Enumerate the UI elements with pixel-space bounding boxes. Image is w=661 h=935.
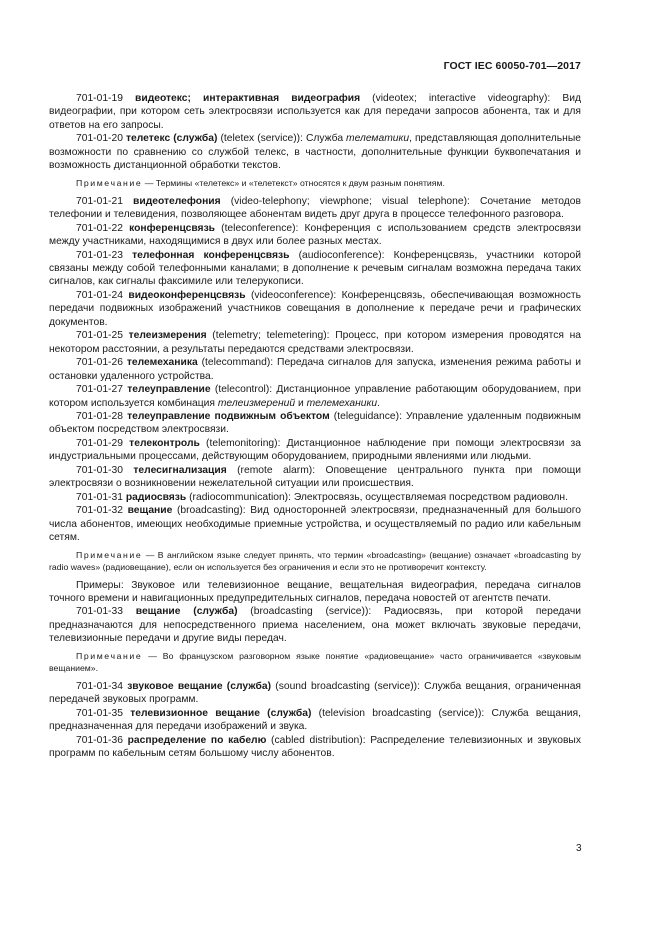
entry-number: 701-01-30 [76, 464, 123, 476]
entry-term: видеотекс; интерактивная видеография [135, 93, 361, 104]
entry-definition: . [377, 397, 380, 409]
entry-definition: (sound broadcasting (service)): Служба вещания, ограниченная передачей звуковых программ. [49, 680, 581, 706]
entry-701-01-23 [49, 249, 581, 289]
entry-701-01-28 [49, 410, 581, 437]
entry-term: телефонная конференцсвязь [132, 249, 290, 261]
entry-definition: (television broadcasting (service)): Служба вещания, предназначенная для передачи изображений и звука. [49, 707, 581, 733]
entry-definition: (remote alarm): Оповещение центрального пункта при помощи электросвязи о возникновении нежелательной ситуации или происшествия. [49, 464, 581, 490]
entry-definition: (telecontrol): Дистанционное управление работающим оборудованием, при котором используется комбинация [49, 384, 581, 409]
entry-701-01-30 [49, 464, 581, 491]
entry-term: телесигнализация [133, 464, 227, 476]
entry-701-01-27 [49, 383, 581, 410]
entry-number: 701-01-22 [76, 222, 123, 234]
entry-number: 701-01-32 [76, 505, 123, 517]
entry-term: вещание [127, 505, 173, 517]
entry-term: радиосвязь [125, 491, 187, 503]
entry-definition: (teleconference): Конференция с использованием средств электросвязи между участниками, находящимися в двух или более разных местах. [49, 222, 581, 248]
entry-term: телеизмерения [128, 330, 207, 342]
standard-designation: ГОСТ IEC 60050-701—2017 [443, 60, 581, 72]
entry-term: телетекс (служба) [125, 133, 218, 145]
entry-italic-term: телеизмерений [217, 397, 296, 409]
entry-number: 701-01-21 [76, 195, 123, 207]
entry-term: распределение по кабелю [127, 734, 267, 746]
note-text: — Во французском разговорном языке понятие «радиовещание» часто ограничивается «звуковым вещанием». [49, 650, 581, 673]
entry-701-01-19 [49, 92, 581, 132]
note-2 [49, 549, 581, 573]
entry-definition: (videotex; interactive videography): Вид видеографии, при котором сеть электросвязи используется как для передачи запросов абонента, так и для ответов на его запросы. [49, 93, 581, 131]
entry-number: 701-01-35 [76, 707, 123, 719]
entry-term: телеуправление [127, 384, 211, 396]
entry-701-01-21 [49, 195, 581, 222]
entry-definition: (telemetry; telemetering): Процесс, при котором измерения проводятся на некотором расстоянии, а результаты передаются средствами электросвязи. [49, 330, 581, 355]
entry-definition: , представляющая дополнительные возможности по сравнению со службой телекс, в частности, дополнительные функции буквопечатания и возможность дистанционной обработки текстов. [49, 133, 581, 172]
entry-number: 701-01-20 [76, 133, 123, 145]
entry-701-01-22 [49, 222, 581, 249]
entry-definition: (radiocommunication): Электросвязь, осуществляемая посредством радиоволн. [186, 491, 568, 503]
entry-number: 701-01-31 [76, 491, 123, 503]
note-label: Примечание [76, 549, 143, 560]
entry-701-01-35 [49, 707, 581, 734]
entry-term: телевизионное вещание (служба) [130, 707, 312, 719]
entry-701-01-31 [49, 491, 581, 504]
note-3 [49, 650, 581, 674]
entry-definition: (broadcasting (service)): Радиосвязь, при которой передачи предназначаются для непосредственного приема населением, она может включать звуковые передачи, телевизионные передачи и другие виды передач. [49, 606, 582, 645]
entry-number: 701-01-33 [76, 606, 123, 618]
entry-701-01-33 [49, 605, 581, 645]
entry-definition: и [295, 397, 307, 409]
entry-number: 701-01-36 [76, 734, 123, 746]
entry-701-01-36 [49, 734, 581, 761]
entry-701-01-24 [49, 289, 581, 329]
note-label: Примечание [76, 650, 143, 661]
entry-definition: (broadcasting): Вид односторонней электросвязи, предназначенный для большого числа абонентов, имеющих необходимые приемные устройства, и осуществляемый по радио или кабельным сетям. [49, 505, 581, 544]
entry-definition: (video-telephony; viewphone; visual telephone): Сочетание методов телефонии и телевидения, позволяющее абонентам видеть друг друга в процессе телефонного разговора. [49, 195, 581, 221]
entry-term: звуковое вещание (служба) [127, 680, 272, 692]
entry-term: видеоконференцсвязь [128, 289, 246, 301]
entry-number: 701-01-19 [76, 93, 123, 104]
entry-definition: (teleguidance): Управление удаленным подвижным объектом посредством электросвязи. [49, 410, 581, 436]
entry-701-01-32 [49, 504, 581, 544]
entry-701-01-29 [49, 437, 581, 464]
entry-term: телеуправление подвижным объектом [127, 410, 330, 422]
entry-number: 701-01-28 [76, 410, 123, 422]
entry-number: 701-01-29 [76, 437, 123, 449]
entry-number: 701-01-24 [76, 289, 123, 301]
entry-italic-term: телемеханики [306, 397, 378, 409]
entry-term: видеотелефония [133, 195, 221, 207]
entry-number: 701-01-25 [76, 330, 123, 342]
note-text: — В английском языке следует принять, что термин «broadcasting» (вещание) означает «broadcasting by radio waves» (радиовещание), если он используется без ограничения и если это не противоречит контексту. [49, 549, 581, 572]
note-label: Примечание [76, 177, 143, 188]
note-1 [49, 177, 581, 189]
note-text: — Термины «телетекс» и «телетекст» относятся к двум разным понятиям. [142, 177, 445, 188]
entry-term: телемеханика [126, 357, 198, 369]
entry-definition: (teletex (service)): Служба [217, 133, 347, 145]
page-number: 3 [576, 843, 582, 854]
entry-701-01-25 [49, 329, 581, 356]
entry-definition: (cabled distribution): Распределение телевизионных и звуковых программ по кабельным сетям большому числу абонентов. [49, 734, 581, 760]
entry-definition: (telecommand): Передача сигналов для запуска, изменения режима работы и остановки удаленного устройства. [49, 357, 581, 382]
entry-number: 701-01-34 [76, 680, 123, 692]
entry-number: 701-01-27 [76, 384, 123, 396]
document-body [49, 92, 581, 760]
entry-definition: (telemonitoring): Дистанционное наблюдение при помощи электросвязи за индустриальными процессами, действующим оборудованием, природными явлениями или людьми. [49, 437, 581, 463]
entry-701-01-20 [49, 132, 581, 172]
entry-701-01-26 [49, 356, 581, 383]
entry-701-01-34 [49, 680, 581, 707]
entry-term: телеконтроль [129, 437, 200, 449]
entry-number: 701-01-23 [76, 249, 123, 261]
examples-paragraph: Примеры: Звуковое или телевизионное вещание, вещательная видеография, передача сигналов точного времени и навигационных предупредительных сигналов, передача новостей от агентств печати. [49, 579, 581, 604]
entry-definition: (videoconference): Конференцсвязь, обеспечивающая возможность передачи подвижных изображений участников совещания в дополнение к передаче речи и графических документов. [49, 289, 581, 328]
entry-definition: (audioconference): Конференцсвязь, участники которой связаны между собой телефонными каналами; в дополнение к речевым сигналам возможна передача таких сигналов, как сигналы факсимиле или телерукописи. [49, 249, 581, 288]
entry-term: конференцсвязь [129, 222, 216, 234]
entry-italic-term: телематики [346, 133, 410, 145]
entry-term: вещание (служба) [135, 606, 238, 618]
entry-number: 701-01-26 [76, 357, 123, 369]
